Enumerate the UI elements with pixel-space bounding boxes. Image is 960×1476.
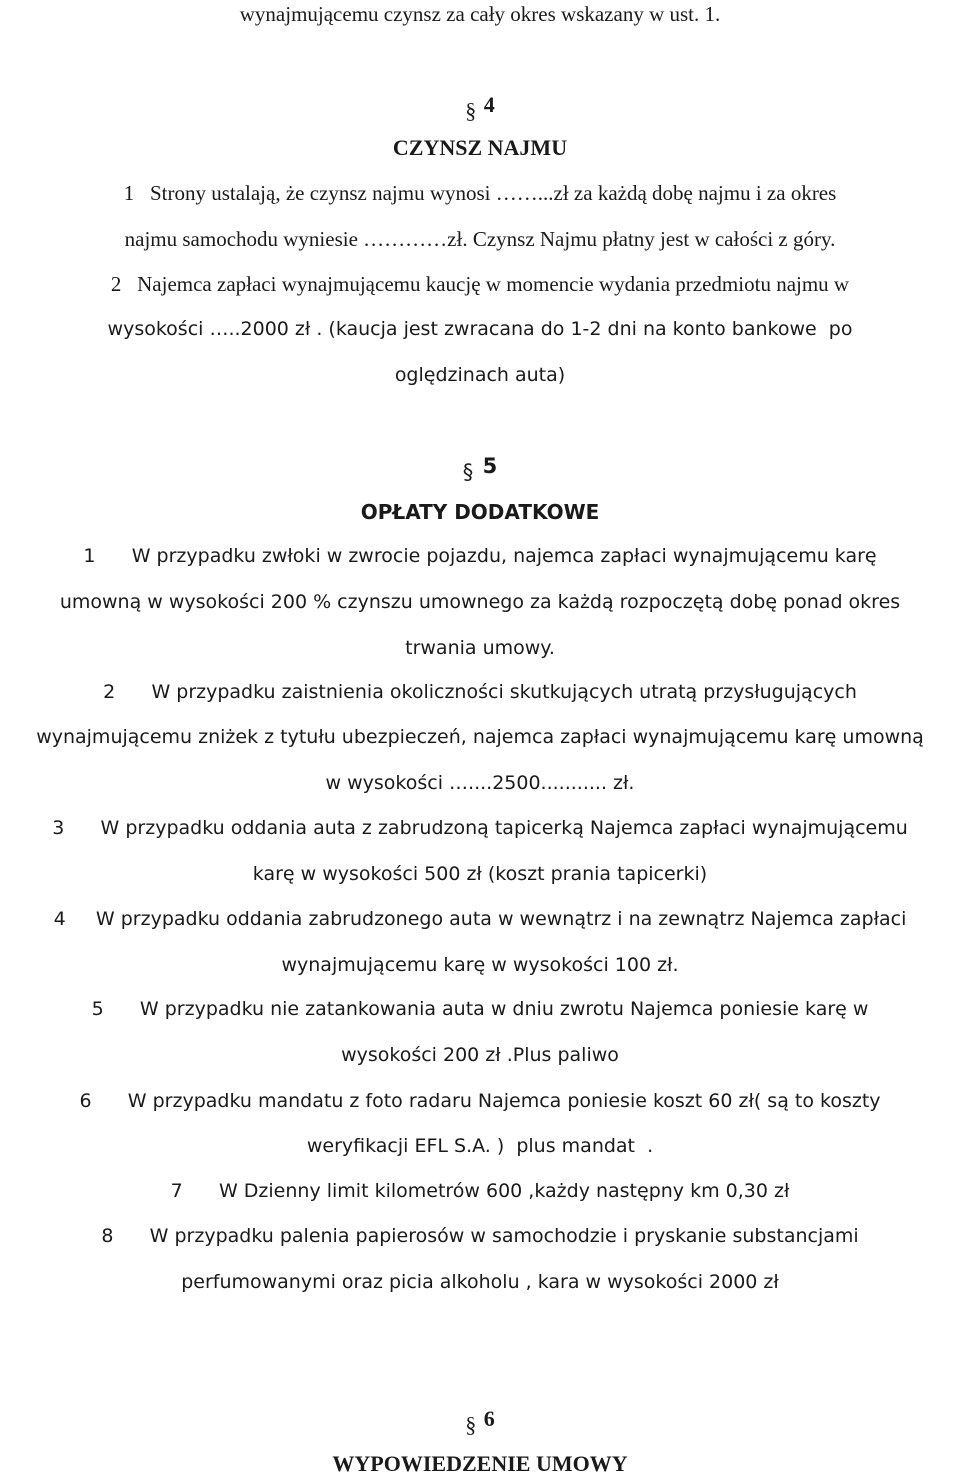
item-number: 1 — [123, 181, 135, 205]
section-5-title — [0, 454, 960, 484]
section-5-item-5-line-2: wysokości 200 zł .Plus paliwo — [341, 1044, 619, 1066]
section-4-item-2-line-2: wysokości …..2000 zł . (kaucja jest zwracana do 1-2 dni na konto bankowe po — [107, 318, 853, 340]
item-text: Strony ustalają, że czynsz najmu wynosi ……...zł za każdą dobę najmu i za okres — [149, 181, 837, 205]
paragraph-sign-icon: § — [465, 1412, 477, 1437]
paragraph-sign-icon: § — [462, 460, 474, 484]
item-number: 3 — [52, 817, 65, 839]
item-text: Najemca zapłaci wynajmującemu kaucję w momencie wydania przedmiotu najmu w — [137, 272, 850, 296]
item-number: 2 — [110, 272, 122, 296]
section-5-item-2-line-1 — [0, 683, 960, 702]
section-4-item-2-line-1 — [0, 274, 960, 295]
section-5-item-1-line-3: trwania umowy. — [405, 637, 555, 659]
continuation-line: wynajmującemu czynsz za cały okres wskazany w ust. 1. — [239, 2, 721, 26]
item-text: W przypadku oddania zabrudzonego auta w wewnątrz i na zewnątrz Najemca zapłaci — [95, 908, 907, 930]
paragraph-sign-icon: § — [465, 98, 477, 123]
section-4-heading: CZYNSZ NAJMU — [392, 135, 568, 160]
item-number: 2 — [103, 681, 116, 703]
item-text: W Dzienny limit kilometrów 600 ,każdy następny km 0,30 zł — [218, 1180, 790, 1202]
item-number: 5 — [91, 998, 104, 1020]
section-number: 6 — [483, 1406, 495, 1431]
section-5-item-4-line-2: wynajmującemu karę w wysokości 100 zł. — [281, 954, 679, 976]
item-text: W przypadku zaistnienia okoliczności skutkujących utratą przysługujących — [151, 681, 857, 703]
section-5-heading: OPŁATY DODATKOWE — [360, 500, 600, 524]
section-5-item-5-line-1 — [0, 1000, 960, 1019]
item-text: W przypadku palenia papierosów w samochodzie i pryskanie substancjami — [149, 1225, 859, 1247]
section-5-item-3-line-1 — [0, 819, 960, 838]
section-5-item-2-line-2: wynajmującemu zniżek z tytułu ubezpieczeń, najemca zapłaci wynajmującemu karę umowną — [36, 726, 924, 748]
section-5-item-8-line-1 — [0, 1227, 960, 1246]
item-text: W przypadku mandatu z foto radaru Najemca poniesie koszt 60 zł( są to koszty — [127, 1090, 881, 1112]
section-4-item-2-line-3: oględzinach auta) — [394, 364, 566, 386]
section-4-item-1-line-2: najmu samochodu wyniesie …………zł. Czynsz Najmu płatny jest w całości z góry. — [124, 227, 836, 251]
section-number: 4 — [483, 92, 495, 117]
section-5-item-8-line-2: perfumowanymi oraz picia alkoholu , kara w wysokości 2000 zł — [181, 1271, 779, 1293]
item-number: 1 — [83, 545, 96, 567]
section-6-heading: WYPOWIEDZENIE UMOWY — [332, 1451, 628, 1476]
section-4-title — [0, 92, 960, 123]
section-6-title — [0, 1406, 960, 1437]
section-number: 5 — [482, 454, 498, 478]
section-5-item-2-line-3: w wysokości …....2500........... zł. — [325, 772, 635, 794]
item-number: 8 — [101, 1225, 114, 1247]
item-text: W przypadku nie zatankowania auta w dniu zwrotu Najemca poniesie karę w — [139, 998, 869, 1020]
item-number: 4 — [53, 908, 66, 930]
item-number: 7 — [170, 1180, 183, 1202]
section-5-item-6-line-2: weryfikacji EFL S.A. ) plus mandat . — [306, 1135, 654, 1157]
section-5-item-1-line-1 — [0, 547, 960, 566]
section-5-item-1-line-2: umowną w wysokości 200 % czynszu umownego za każdą rozpoczętą dobę ponad okres — [59, 591, 901, 613]
section-5-item-3-line-2: karę w wysokości 500 zł (koszt prania tapicerki) — [252, 863, 708, 885]
section-5-item-7-line-1 — [0, 1182, 960, 1201]
section-4-item-1-line-1 — [0, 183, 960, 204]
section-5-item-6-line-1 — [0, 1092, 960, 1111]
item-text: W przypadku oddania auta z zabrudzoną tapicerką Najemca zapłaci wynajmującemu — [100, 817, 908, 839]
item-number: 6 — [79, 1090, 92, 1112]
item-text: W przypadku zwłoki w zwrocie pojazdu, najemca zapłaci wynajmującemu karę — [131, 545, 877, 567]
section-5-item-4-line-1 — [0, 910, 960, 929]
